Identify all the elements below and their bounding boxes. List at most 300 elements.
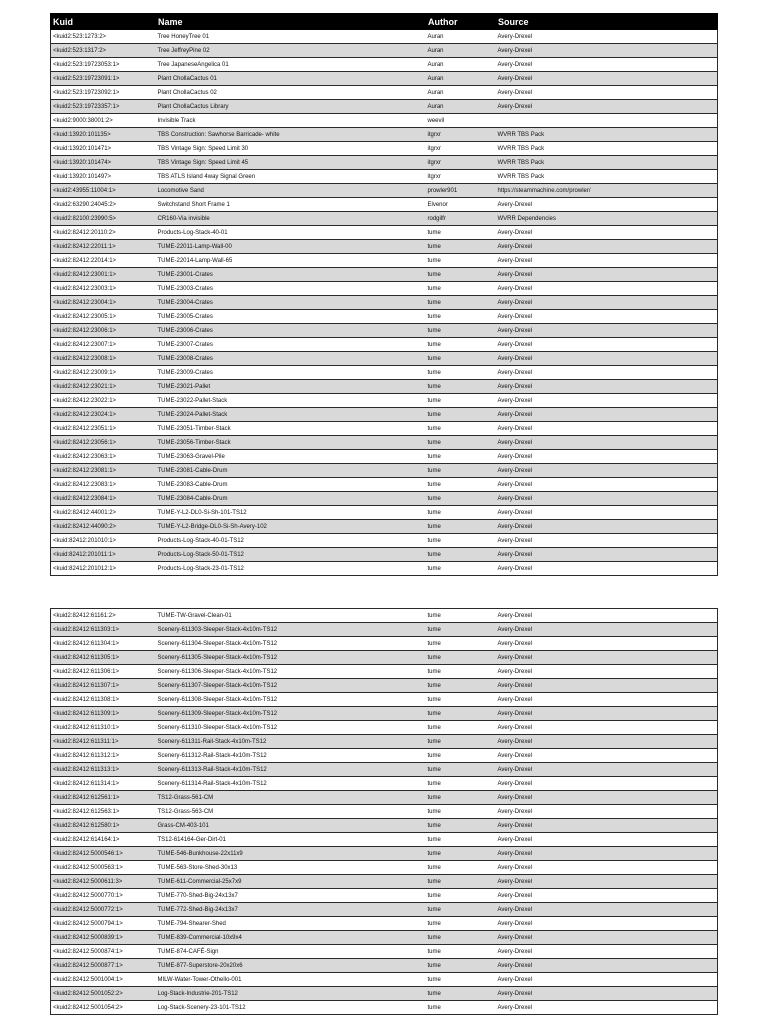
table-row: [51, 987, 718, 1001]
cell-kuid: <kuid2:82412:20110:2>: [51, 226, 156, 240]
cell-source: Avery-Drexel: [496, 408, 718, 422]
cell-source: Avery-Drexel: [496, 492, 718, 506]
cell-name: TUME-Y-L2-Bridge-DL0-Si-Sh-Avery-102: [156, 520, 426, 534]
cell-kuid: <kuid2:82412:611304:1>: [51, 637, 156, 651]
cell-kuid: <kuid2:82412:23003:1>: [51, 282, 156, 296]
cell-source: Avery-Drexel: [496, 833, 718, 847]
cell-name: TBS Construction: Sawhorse Barricade- white: [156, 128, 426, 142]
cell-kuid: <kuid:13920:101474>: [51, 156, 156, 170]
cell-author: tume: [426, 226, 496, 240]
cell-kuid: <kuid2:82412:23081:1>: [51, 464, 156, 478]
cell-source: Avery-Drexel: [496, 805, 718, 819]
cell-name: TBS Vintage Sign: Speed Limit 30: [156, 142, 426, 156]
cell-source: Avery-Drexel: [496, 693, 718, 707]
cell-author: tume: [426, 352, 496, 366]
cell-author: tume: [426, 707, 496, 721]
cell-kuid: <kuid2:82412:612563:1>: [51, 805, 156, 819]
cell-author: prowler901: [426, 184, 496, 198]
cell-source: Avery-Drexel: [496, 450, 718, 464]
cell-author: tume: [426, 973, 496, 987]
cell-author: tume: [426, 721, 496, 735]
cell-kuid: <kuid2:82412:22011:1>: [51, 240, 156, 254]
table-row: [51, 548, 718, 562]
cell-name: TUME-546-Bunkhouse-22x11x9: [156, 847, 426, 861]
cell-kuid: <kuid:82412:201011:1>: [51, 548, 156, 562]
cell-author: tume: [426, 903, 496, 917]
cell-source: Avery-Drexel: [496, 917, 718, 931]
cell-source: Avery-Drexel: [496, 394, 718, 408]
cell-kuid: <kuid2:82412:5000772:1>: [51, 903, 156, 917]
cell-author: tume: [426, 268, 496, 282]
cell-source: Avery-Drexel: [496, 44, 718, 58]
cell-source: Avery-Drexel: [496, 30, 718, 44]
cell-name: TUME-23021-Pallet: [156, 380, 426, 394]
cell-author: tume: [426, 637, 496, 651]
cell-kuid: <kuid2:82412:23009:1>: [51, 366, 156, 380]
table-row: [51, 623, 718, 637]
cell-name: Grass-CM-403-101: [156, 819, 426, 833]
cell-author: tume: [426, 394, 496, 408]
cell-name: CR160-Via invisible: [156, 212, 426, 226]
cell-name: Scenery-611311-Rail-Stack-4x10m-TS12: [156, 735, 426, 749]
table-row: [51, 72, 718, 86]
table-row: [51, 735, 718, 749]
cell-source: Avery-Drexel: [496, 352, 718, 366]
cell-author: tume: [426, 931, 496, 945]
cell-name: MILW-Water-Tower-Othello-001: [156, 973, 426, 987]
cell-source: Avery-Drexel: [496, 735, 718, 749]
cell-author: tume: [426, 959, 496, 973]
table-row: [51, 833, 718, 847]
cell-kuid: <kuid2:82412:23005:1>: [51, 310, 156, 324]
cell-author: rodgilfr: [426, 212, 496, 226]
header-source: Source: [496, 14, 718, 30]
cell-name: TUME-23001-Crates: [156, 268, 426, 282]
cell-author: itgrxr: [426, 170, 496, 184]
cell-kuid: <kuid2:82412:5000770:1>: [51, 889, 156, 903]
cell-kuid: <kuid2:82412:23021:1>: [51, 380, 156, 394]
cell-kuid: <kuid2:82412:22014:1>: [51, 254, 156, 268]
table-row: [51, 903, 718, 917]
cell-source: Avery-Drexel: [496, 875, 718, 889]
cell-name: TUME-23008-Crates: [156, 352, 426, 366]
cell-kuid: <kuid2:82412:611309:1>: [51, 707, 156, 721]
cell-kuid: <kuid2:82412:23083:1>: [51, 478, 156, 492]
cell-author: tume: [426, 464, 496, 478]
cell-source: Avery-Drexel: [496, 366, 718, 380]
cell-kuid: <kuid2:82412:23022:1>: [51, 394, 156, 408]
cell-name: TUME-772-Shed-Big-24x13x7: [156, 903, 426, 917]
cell-source: Avery-Drexel: [496, 380, 718, 394]
cell-name: TUME-770-Shed-Big-24x13x7: [156, 889, 426, 903]
cell-author: tume: [426, 240, 496, 254]
table-row: [51, 100, 718, 114]
table-row: [51, 492, 718, 506]
table-row: [51, 268, 718, 282]
cell-name: TUME-22014-Lamp-Wall-65: [156, 254, 426, 268]
cell-kuid: <kuid2:82412:611303:1>: [51, 623, 156, 637]
cell-name: TUME-23005-Crates: [156, 310, 426, 324]
cell-source: Avery-Drexel: [496, 945, 718, 959]
cell-kuid: <kuid2:82412:5000839:1>: [51, 931, 156, 945]
cell-kuid: <kuid2:82412:44090:2>: [51, 520, 156, 534]
table-row: [51, 338, 718, 352]
cell-name: TS12-Grass-563-CM: [156, 805, 426, 819]
cell-name: TUME-839-Commercial-10x9x4: [156, 931, 426, 945]
cell-author: tume: [426, 520, 496, 534]
table-row: [51, 58, 718, 72]
cell-kuid: <kuid2:82412:611312:1>: [51, 749, 156, 763]
cell-name: TUME-23007-Crates: [156, 338, 426, 352]
table-body-2: [51, 609, 718, 1015]
table-row: [51, 310, 718, 324]
cell-name: TUME-563-Store-Shed-30x13: [156, 861, 426, 875]
header-author: Author: [426, 14, 496, 30]
cell-source: Avery-Drexel: [496, 777, 718, 791]
table-row: [51, 86, 718, 100]
cell-author: tume: [426, 805, 496, 819]
cell-name: TUME-23081-Cable-Drum: [156, 464, 426, 478]
cell-author: tume: [426, 324, 496, 338]
cell-name: TUME-23009-Crates: [156, 366, 426, 380]
cell-name: Scenery-611313-Rail-Stack-4x10m-TS12: [156, 763, 426, 777]
cell-kuid: <kuid2:82412:611313:1>: [51, 763, 156, 777]
cell-kuid: <kuid2:82412:23063:1>: [51, 450, 156, 464]
table-body-1: [51, 30, 718, 576]
cell-kuid: <kuid:82412:201010:1>: [51, 534, 156, 548]
cell-source: WVRR TBS Pack: [496, 128, 718, 142]
table-row: [51, 408, 718, 422]
cell-source: Avery-Drexel: [496, 198, 718, 212]
cell-author: tume: [426, 609, 496, 623]
table-row: [51, 609, 718, 623]
table-row: [51, 198, 718, 212]
header-name: Name: [156, 14, 426, 30]
cell-source: Avery-Drexel: [496, 665, 718, 679]
cell-author: tume: [426, 623, 496, 637]
cell-name: Products-Log-Stack-40-01-TS12: [156, 534, 426, 548]
cell-name: TUME-23004-Crates: [156, 296, 426, 310]
cell-name: Scenery-611305-Sleeper-Stack-4x10m-TS12: [156, 651, 426, 665]
cell-name: TUME-23003-Crates: [156, 282, 426, 296]
table-row: [51, 945, 718, 959]
table-row: [51, 142, 718, 156]
cell-source: Avery-Drexel: [496, 86, 718, 100]
cell-author: tume: [426, 408, 496, 422]
table-row: [51, 763, 718, 777]
cell-kuid: <kuid2:82412:23004:1>: [51, 296, 156, 310]
cell-source: Avery-Drexel: [496, 1001, 718, 1015]
cell-name: TUME-23056-Timber-Stack: [156, 436, 426, 450]
cell-name: TBS Vintage Sign: Speed Limit 45: [156, 156, 426, 170]
table-row: [51, 749, 718, 763]
cell-name: Scenery-611314-Rail-Stack-4x10m-TS12: [156, 777, 426, 791]
cell-source: Avery-Drexel: [496, 903, 718, 917]
cell-kuid: <kuid2:82412:611311:1>: [51, 735, 156, 749]
cell-name: Locomotive Sand: [156, 184, 426, 198]
cell-name: Plant ChollaCactus Library: [156, 100, 426, 114]
cell-kuid: <kuid2:82412:611307:1>: [51, 679, 156, 693]
cell-author: Auran: [426, 72, 496, 86]
cell-name: Log-Stack-Scenery-23-101-TS12: [156, 1001, 426, 1015]
cell-author: tume: [426, 282, 496, 296]
cell-source: Avery-Drexel: [496, 436, 718, 450]
table-row: [51, 212, 718, 226]
cell-source: Avery-Drexel: [496, 324, 718, 338]
table-row: [51, 352, 718, 366]
cell-kuid: <kuid2:82412:5000877:1>: [51, 959, 156, 973]
cell-author: Elvenor: [426, 198, 496, 212]
cell-kuid: <kuid2:82412:44001:2>: [51, 506, 156, 520]
cell-source: Avery-Drexel: [496, 506, 718, 520]
cell-author: tume: [426, 651, 496, 665]
cell-name: TUME-23024-Pallet-Stack: [156, 408, 426, 422]
cell-kuid: <kuid2:82412:612561:1>: [51, 791, 156, 805]
cell-kuid: <kuid2:82412:5000874:1>: [51, 945, 156, 959]
cell-source: Avery-Drexel: [496, 562, 718, 576]
cell-kuid: <kuid2:63290:24045:2>: [51, 198, 156, 212]
cell-name: Scenery-611304-Sleeper-Stack-4x10m-TS12: [156, 637, 426, 651]
cell-author: tume: [426, 492, 496, 506]
cell-source: WVRR TBS Pack: [496, 170, 718, 184]
cell-kuid: <kuid2:82412:23007:1>: [51, 338, 156, 352]
table-row: [51, 917, 718, 931]
cell-name: Products-Log-Stack-23-01-TS12: [156, 562, 426, 576]
table-row: [51, 777, 718, 791]
cell-source: WVRR TBS Pack: [496, 156, 718, 170]
cell-source: Avery-Drexel: [496, 548, 718, 562]
cell-kuid: <kuid2:9000:38001:2>: [51, 114, 156, 128]
cell-kuid: <kuid2:82412:5000794:1>: [51, 917, 156, 931]
cell-author: tume: [426, 254, 496, 268]
cell-author: Auran: [426, 30, 496, 44]
table-row: [51, 693, 718, 707]
cell-kuid: <kuid2:82412:612580:1>: [51, 819, 156, 833]
cell-author: tume: [426, 534, 496, 548]
table-row: [51, 651, 718, 665]
cell-name: Scenery-611303-Sleeper-Stack-4x10m-TS12: [156, 623, 426, 637]
cell-author: tume: [426, 945, 496, 959]
cell-author: tume: [426, 436, 496, 450]
cell-source: Avery-Drexel: [496, 226, 718, 240]
cell-name: TUME-874-CAFÉ-Sign: [156, 945, 426, 959]
asset-table-1: [50, 13, 718, 576]
cell-source: Avery-Drexel: [496, 847, 718, 861]
cell-source: Avery-Drexel: [496, 310, 718, 324]
cell-author: Auran: [426, 44, 496, 58]
cell-author: tume: [426, 875, 496, 889]
table-row: [51, 478, 718, 492]
cell-name: Products-Log-Stack-50-01-TS12: [156, 548, 426, 562]
cell-kuid: <kuid2:523:1273:2>: [51, 30, 156, 44]
cell-kuid: <kuid2:82412:23056:1>: [51, 436, 156, 450]
cell-source: Avery-Drexel: [496, 861, 718, 875]
cell-source: Avery-Drexel: [496, 240, 718, 254]
cell-kuid: <kuid2:82412:5000546:1>: [51, 847, 156, 861]
cell-name: Scenery-611309-Sleeper-Stack-4x10m-TS12: [156, 707, 426, 721]
cell-author: tume: [426, 763, 496, 777]
table-row: [51, 637, 718, 651]
cell-author: tume: [426, 422, 496, 436]
cell-name: TUME-TW-Gravel-Clean-01: [156, 609, 426, 623]
cell-name: TUME-23084-Cable-Drum: [156, 492, 426, 506]
cell-source: Avery-Drexel: [496, 534, 718, 548]
cell-author: tume: [426, 679, 496, 693]
cell-source: Avery-Drexel: [496, 268, 718, 282]
cell-name: TUME-877-Superstore-20x20x6: [156, 959, 426, 973]
cell-source: Avery-Drexel: [496, 478, 718, 492]
cell-kuid: <kuid2:82412:61161:2>: [51, 609, 156, 623]
cell-source: Avery-Drexel: [496, 100, 718, 114]
table-row: [51, 44, 718, 58]
cell-source: Avery-Drexel: [496, 987, 718, 1001]
cell-name: Invisible Track: [156, 114, 426, 128]
cell-source: Avery-Drexel: [496, 651, 718, 665]
table-row: [51, 422, 718, 436]
cell-source: Avery-Drexel: [496, 520, 718, 534]
cell-author: tume: [426, 917, 496, 931]
table-row: [51, 875, 718, 889]
cell-kuid: <kuid2:523:19723053:1>: [51, 58, 156, 72]
cell-kuid: <kuid2:82412:5001004:1>: [51, 973, 156, 987]
cell-kuid: <kuid2:82412:614164:1>: [51, 833, 156, 847]
table-row: [51, 973, 718, 987]
table-row: [51, 819, 718, 833]
table-row: [51, 506, 718, 520]
cell-source: [496, 114, 718, 128]
cell-name: Scenery-611310-Sleeper-Stack-4x10m-TS12: [156, 721, 426, 735]
cell-source: Avery-Drexel: [496, 707, 718, 721]
cell-name: TBS ATLS Island 4way Signal Green: [156, 170, 426, 184]
cell-source: WVRR TBS Pack: [496, 142, 718, 156]
cell-kuid: <kuid2:82412:611314:1>: [51, 777, 156, 791]
header-kuid: Kuid: [51, 14, 156, 30]
cell-source: Avery-Drexel: [496, 763, 718, 777]
cell-author: tume: [426, 380, 496, 394]
cell-name: Scenery-611306-Sleeper-Stack-4x10m-TS12: [156, 665, 426, 679]
cell-author: tume: [426, 296, 496, 310]
cell-kuid: <kuid:13920:101471>: [51, 142, 156, 156]
cell-author: tume: [426, 506, 496, 520]
cell-author: weevil: [426, 114, 496, 128]
cell-source: https://steammachine.com/prowler/: [496, 184, 718, 198]
table-row: [51, 450, 718, 464]
table-row: [51, 436, 718, 450]
cell-source: Avery-Drexel: [496, 889, 718, 903]
table-row: [51, 296, 718, 310]
cell-kuid: <kuid:13920:101497>: [51, 170, 156, 184]
cell-author: tume: [426, 777, 496, 791]
cell-kuid: <kuid2:523:1317:2>: [51, 44, 156, 58]
cell-author: tume: [426, 366, 496, 380]
cell-source: Avery-Drexel: [496, 959, 718, 973]
table-row: [51, 861, 718, 875]
cell-name: Switchstand Short Frame 1: [156, 198, 426, 212]
cell-kuid: <kuid:82412:201012:1>: [51, 562, 156, 576]
cell-author: itgrxr: [426, 142, 496, 156]
table-row: [51, 128, 718, 142]
cell-kuid: <kuid:13920:101135>: [51, 128, 156, 142]
cell-source: Avery-Drexel: [496, 623, 718, 637]
cell-author: tume: [426, 749, 496, 763]
table-row: [51, 534, 718, 548]
cell-kuid: <kuid2:43955:11004:1>: [51, 184, 156, 198]
table-row: [51, 959, 718, 973]
table-row: [51, 324, 718, 338]
cell-author: Auran: [426, 58, 496, 72]
table-row: [51, 931, 718, 945]
cell-name: TS12-Grass-561-CM: [156, 791, 426, 805]
cell-kuid: <kuid2:523:19723092:1>: [51, 86, 156, 100]
cell-kuid: <kuid2:82412:23051:1>: [51, 422, 156, 436]
cell-name: Plant ChollaCactus 02: [156, 86, 426, 100]
header-row: [51, 14, 718, 30]
cell-author: tume: [426, 735, 496, 749]
cell-author: tume: [426, 548, 496, 562]
cell-author: tume: [426, 791, 496, 805]
cell-source: Avery-Drexel: [496, 609, 718, 623]
table-row: [51, 889, 718, 903]
table-row: [51, 721, 718, 735]
cell-author: tume: [426, 450, 496, 464]
cell-kuid: <kuid2:82412:23084:1>: [51, 492, 156, 506]
cell-name: Tree JapaneseAngelica 01: [156, 58, 426, 72]
cell-kuid: <kuid2:82412:611305:1>: [51, 651, 156, 665]
cell-kuid: <kuid2:82412:23001:1>: [51, 268, 156, 282]
cell-kuid: <kuid2:82412:23006:1>: [51, 324, 156, 338]
table-row: [51, 791, 718, 805]
cell-name: Tree HoneyTree 01: [156, 30, 426, 44]
cell-author: tume: [426, 665, 496, 679]
cell-name: TUME-23022-Pallet-Stack: [156, 394, 426, 408]
cell-source: Avery-Drexel: [496, 338, 718, 352]
cell-source: Avery-Drexel: [496, 254, 718, 268]
table-row: [51, 282, 718, 296]
table-row: [51, 156, 718, 170]
cell-author: tume: [426, 889, 496, 903]
table-row: [51, 254, 718, 268]
cell-kuid: <kuid2:82412:5001052:2>: [51, 987, 156, 1001]
table-row: [51, 847, 718, 861]
cell-name: TUME-794-Shearer-Shed: [156, 917, 426, 931]
cell-author: tume: [426, 478, 496, 492]
cell-kuid: <kuid2:82412:5000611:3>: [51, 875, 156, 889]
cell-kuid: <kuid2:523:19723091:1>: [51, 72, 156, 86]
table-row: [51, 665, 718, 679]
cell-name: TUME-23051-Timber-Stack: [156, 422, 426, 436]
cell-kuid: <kuid2:523:19723357:1>: [51, 100, 156, 114]
table-row: [51, 170, 718, 184]
cell-kuid: <kuid2:82412:5001054:2>: [51, 1001, 156, 1015]
cell-name: TUME-Y-L2-DL0-Si-Sh-101-TS12: [156, 506, 426, 520]
cell-name: Log-Stack-Industrie-201-TS12: [156, 987, 426, 1001]
cell-source: Avery-Drexel: [496, 791, 718, 805]
cell-author: tume: [426, 987, 496, 1001]
cell-source: Avery-Drexel: [496, 58, 718, 72]
table-row: [51, 240, 718, 254]
table-row: [51, 1001, 718, 1015]
cell-author: Auran: [426, 100, 496, 114]
table-row: [51, 114, 718, 128]
table-row: [51, 394, 718, 408]
cell-author: tume: [426, 338, 496, 352]
cell-name: TS12-614164-Ger-Dirt-01: [156, 833, 426, 847]
cell-source: Avery-Drexel: [496, 749, 718, 763]
cell-author: tume: [426, 819, 496, 833]
cell-author: tume: [426, 1001, 496, 1015]
table-row: [51, 184, 718, 198]
cell-name: TUME-23063-Gravel-Pile: [156, 450, 426, 464]
